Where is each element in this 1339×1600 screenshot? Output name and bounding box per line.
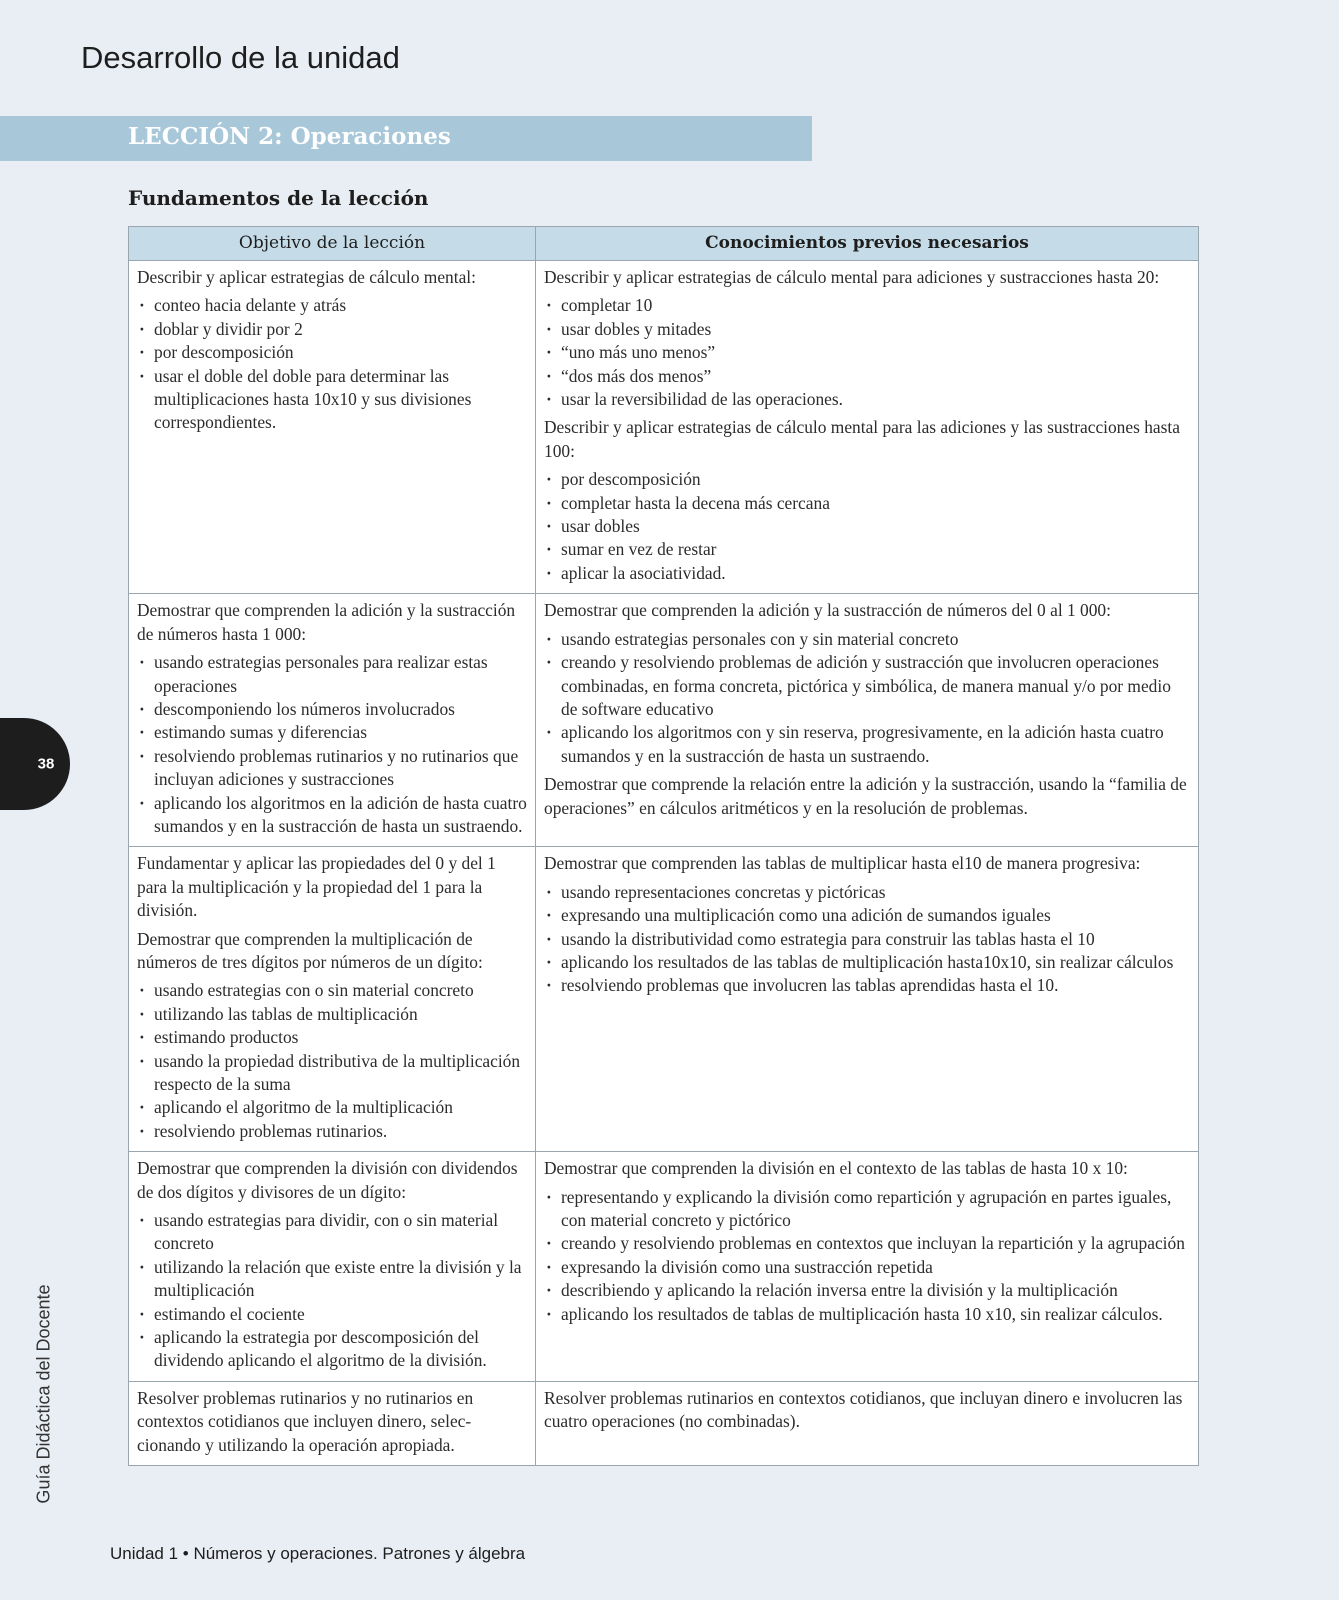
- cell-paragraph: Resolver problemas rutinarios y no rutinarios en contextos cotidianos que incluyen dinero, seleccionando y utilizando la operación apropiada.: [137, 1387, 474, 1455]
- list-item: · conteo hacia delante y atrás: [137, 294, 527, 317]
- list-item: · representando y explicando la división como repartición y agrupación en partes iguales, con material concreto y pictórico: [544, 1186, 1190, 1233]
- list-item: · usando estrategias con o sin material concreto: [137, 979, 527, 1002]
- bullet-list: [137, 294, 527, 434]
- list-item: · estimando el cociente: [137, 1303, 527, 1326]
- list-item: · estimando productos: [137, 1026, 527, 1049]
- bullet-list: [544, 468, 1190, 585]
- list-item: · usando estrategias personales con y sin material concreto: [544, 628, 1190, 651]
- cell-paragraph: Demostrar que comprenden la división con dividendos de dos dígitos y divisores de un dígito:: [137, 1158, 518, 1202]
- conocimientos-cell: [536, 261, 1199, 594]
- list-item: · utilizando la relación que existe entre la división y la multiplicación: [137, 1256, 527, 1303]
- section-title: Fundamentos de la lección: [128, 186, 429, 210]
- cell-paragraph: Demostrar que comprenden la división en el contexto de las tablas de hasta 10 x 10:: [544, 1158, 1128, 1179]
- header-objetivo: Objetivo de la lección: [129, 227, 536, 261]
- conocimientos-cell: [536, 1381, 1199, 1465]
- list-item: · “dos más dos menos”: [544, 365, 1190, 388]
- list-item: · resolviendo problemas rutinarios.: [137, 1120, 527, 1143]
- list-item: · resolviendo problemas rutinarios y no rutinarios que incluyan adiciones y sustracciones: [137, 745, 527, 792]
- list-item: · creando y resolviendo problemas en contextos que incluyan la repartición y la agrupación: [544, 1232, 1190, 1255]
- list-item: · usar la reversibilidad de las operaciones.: [544, 388, 1190, 411]
- bullet-list: [544, 628, 1190, 768]
- list-item: · usando la distributividad como estrategia para construir las tablas hasta el 10: [544, 928, 1190, 951]
- list-item: · sumar en vez de restar: [544, 538, 1190, 561]
- table-row: [129, 261, 1199, 594]
- lesson-title: LECCIÓN 2: Operaciones: [128, 123, 451, 150]
- bullet-list: [544, 881, 1190, 998]
- cell-paragraph: Describir y aplicar estrategias de cálculo mental para las adiciones y las sustracciones hasta 100:: [544, 417, 1180, 461]
- fundamentos-table: [128, 226, 1199, 1466]
- list-item: · estimando sumas y diferencias: [137, 721, 527, 744]
- footer-text: Unidad 1 • Números y operaciones. Patrones y álgebra: [110, 1544, 526, 1563]
- table-row: [129, 1381, 1199, 1465]
- list-item: · creando y resolviendo problemas de adición y sustracción que involucren operaciones combinadas, en forma concreta, pictórica y simbólica, de manera manual y/o por medio de software educativo: [544, 651, 1190, 721]
- page-number: 38: [37, 755, 55, 773]
- table-row: [129, 847, 1199, 1152]
- conocimientos-cell: [536, 847, 1199, 1152]
- list-item: · por descomposición: [137, 341, 527, 364]
- conocimientos-cell: [536, 594, 1199, 847]
- list-item: · doblar y dividir por 2: [137, 318, 527, 341]
- bullet-list: [137, 1209, 527, 1373]
- list-item: · usando estrategias para dividir, con o sin material concreto: [137, 1209, 527, 1256]
- cell-paragraph: Demostrar que comprenden la multiplicación de números de tres dígitos por números de un dígito:: [137, 928, 483, 972]
- objetivo-cell: [129, 1381, 536, 1465]
- list-item: · por descomposición: [544, 468, 1190, 491]
- list-item: · expresando una multiplicación como una adición de sumandos iguales: [544, 904, 1190, 927]
- list-item: · descomponiendo los números involucrados: [137, 698, 527, 721]
- table-header-row: [129, 227, 1199, 261]
- list-item: · aplicando los algoritmos con y sin reserva, progresivamente, en la adición hasta cuatro sumandos y en la sustracción de hasta un sustraendo.: [544, 721, 1190, 768]
- list-item: · “uno más uno menos”: [544, 341, 1190, 364]
- page-number-tab: [0, 718, 70, 810]
- list-item: · aplicando los algoritmos en la adición de hasta cuatro sumandos y en la sustracción de hasta un sustraendo.: [137, 792, 527, 839]
- list-item: · utilizando las tablas de multiplicación: [137, 1003, 527, 1026]
- list-item: · aplicando el algoritmo de la multiplicación: [137, 1096, 527, 1119]
- list-item: · completar 10: [544, 294, 1190, 317]
- list-item: · usar dobles y mitades: [544, 318, 1190, 341]
- list-item: · usando estrategias personales para realizar estas operaciones: [137, 651, 527, 698]
- cell-paragraph: Demostrar que comprenden las tablas de multiplicar hasta el10 de manera progresiva:: [544, 853, 1141, 874]
- side-label: Guía Didáctica del Docente: [33, 1284, 54, 1504]
- table-row: [129, 1152, 1199, 1382]
- header-conocimientos: Conocimientos previos necesarios: [536, 227, 1199, 261]
- objetivo-cell: [129, 594, 536, 847]
- cell-paragraph: Demostrar que comprenden la adición y la sustracción de números hasta 1 000:: [137, 600, 516, 644]
- list-item: · resolviendo problemas que involucren las tablas aprendidas hasta el 10.: [544, 974, 1190, 997]
- bullet-list: [544, 294, 1190, 411]
- bullet-list: [137, 979, 527, 1143]
- list-item: · aplicando los resultados de las tablas de multiplicación hasta10x10, sin realizar cálculos: [544, 951, 1190, 974]
- cell-paragraph: Demostrar que comprenden la adición y la sustracción de números del 0 al 1 000:: [544, 600, 1111, 621]
- objetivo-cell: [129, 261, 536, 594]
- cell-paragraph: Fundamentar y aplicar las propiedades del 0 y del 1 para la multiplicación y la propiedad del 1 para la división.: [137, 853, 496, 921]
- objetivo-cell: [129, 1152, 536, 1382]
- list-item: · expresando la división como una sustracción repetida: [544, 1256, 1190, 1279]
- list-item: · describiendo y aplicando la relación inversa entre la división y la multiplicación: [544, 1279, 1190, 1302]
- page-title: Desarrollo de la unidad: [81, 40, 400, 75]
- conocimientos-cell: [536, 1152, 1199, 1382]
- cell-paragraph: Describir y aplicar estrategias de cálculo mental para adiciones y sustracciones hasta 20:: [544, 267, 1160, 287]
- list-item: · aplicando los resultados de tablas de multiplicación hasta 10 x10, sin realizar cálculos.: [544, 1303, 1190, 1326]
- list-item: · usando la propiedad distributiva de la multiplicación respecto de la suma: [137, 1050, 527, 1097]
- list-item: · usar dobles: [544, 515, 1190, 538]
- list-item: · aplicar la asociatividad.: [544, 562, 1190, 585]
- bullet-list: [544, 1186, 1190, 1326]
- objetivo-cell: [129, 847, 536, 1152]
- bullet-list: [137, 651, 527, 838]
- cell-paragraph: Demostrar que comprende la relación entre la adición y la sustracción, usando la “familia de operaciones” en cálculos aritméticos y en la resolución de problemas.: [544, 774, 1187, 818]
- list-item: · usando representaciones concretas y pictóricas: [544, 881, 1190, 904]
- list-item: · completar hasta la decena más cercana: [544, 492, 1190, 515]
- table-body: [129, 261, 1199, 1466]
- list-item: · aplicando la estrategia por descomposición del dividendo aplicando el algoritmo de la división.: [137, 1326, 527, 1373]
- list-item: · usar el doble del doble para determinar las multiplicaciones hasta 10x10 y sus divisiones correspondientes.: [137, 365, 527, 435]
- table-row: [129, 594, 1199, 847]
- cell-paragraph: Resolver problemas rutinarios en contextos cotidianos, que incluyan dinero e involucren las cuatro operaciones (no combinadas).: [544, 1387, 1183, 1432]
- cell-paragraph: Describir y aplicar estrategias de cálculo mental:: [137, 267, 476, 287]
